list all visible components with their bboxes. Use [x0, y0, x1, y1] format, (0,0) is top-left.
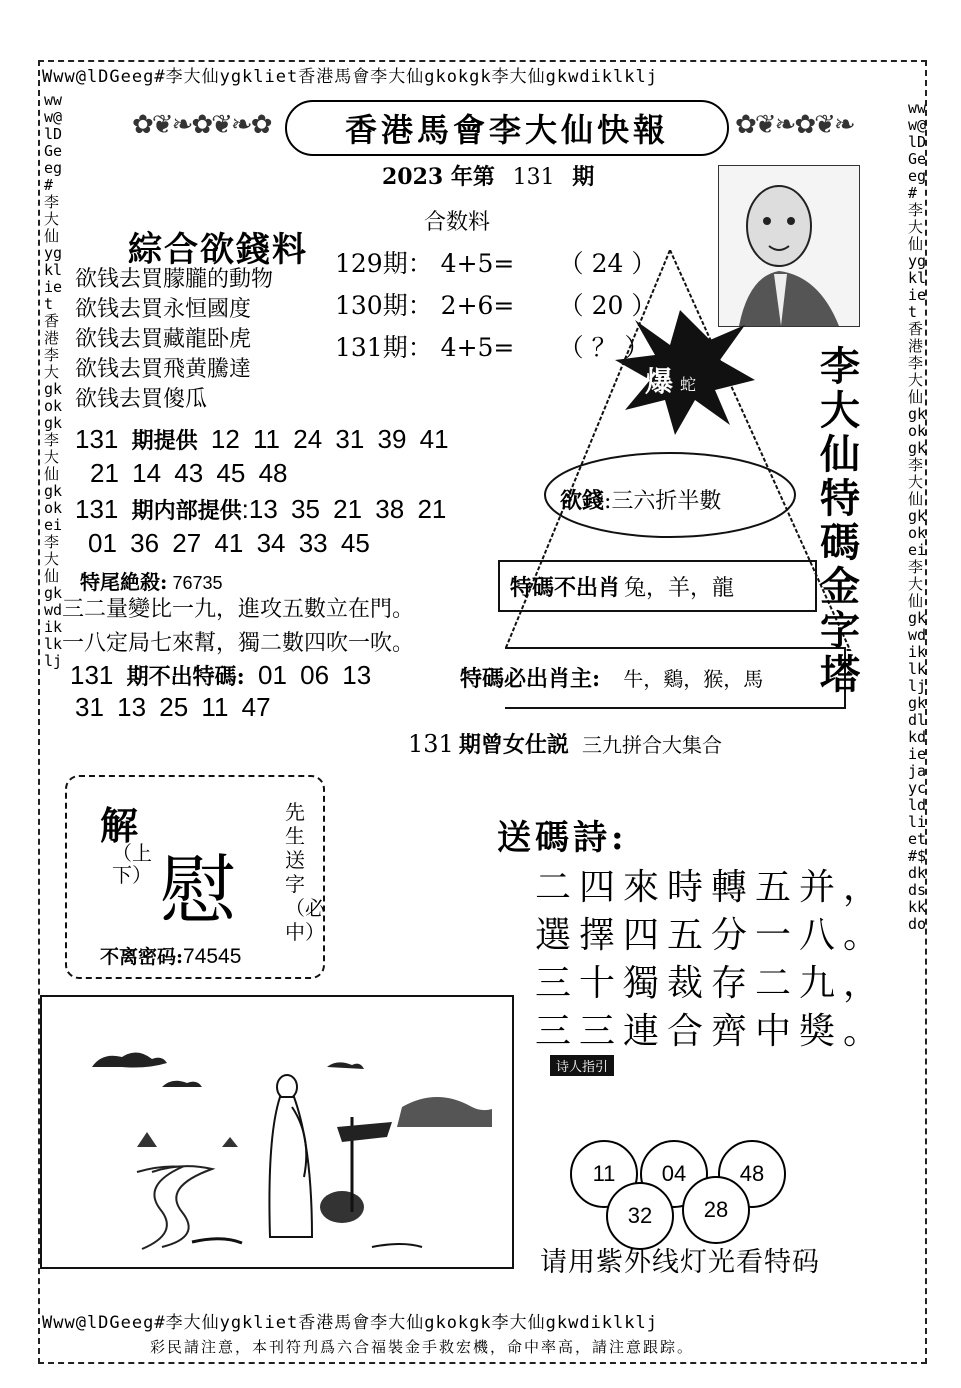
riddle-line: 欲钱去買永恒國度: [75, 297, 252, 322]
internal-numbers-1: :13 35 21 38 21: [241, 494, 447, 524]
must-zodiac-label: 特碼必出肖主:: [460, 666, 601, 692]
lady-says-line: [408, 728, 722, 759]
number-ball: 04: [640, 1140, 708, 1208]
lady-says-label: 期曾女仕説: [458, 732, 569, 758]
number-ball: 32: [606, 1182, 674, 1250]
burst-subtext: 蛇: [680, 375, 697, 394]
uv-light-note: 请用紫外线灯光看特码: [540, 1247, 820, 1278]
poem-line: 二四來時轉五并，: [535, 867, 888, 908]
riddle-line: 欲钱去買朦朧的動物: [75, 267, 274, 292]
pyramid-side-title: 李大仙特碼金字塔: [820, 343, 860, 698]
sum-result: （ 20 ）: [558, 291, 657, 320]
top-watermark-band: Www@lDGeeg#李大仙ygkliet香港馬會李大仙gkokgk李大仙gkwdiklklj: [42, 67, 658, 87]
vine-decoration-right: ✿❦❧✿❦❧: [735, 110, 854, 140]
decode-updown: [112, 841, 152, 887]
tail-verse-1: 三二量變比一九，進攻五數立在門。: [62, 597, 415, 622]
right-band-text: www@lD Geeg#李大仙 ygkliet 香港李大仙 gkokgk 李大仙 gkokei 李大仙 gkwdiklkljgkdlkdiejaycldliet#$ dkdskkdo: [908, 100, 927, 933]
lady-says-value: 三九拼合大集合: [582, 733, 723, 757]
decode-big-char: 慰: [160, 846, 236, 935]
tail-kill-label: 特尾絶殺:: [80, 570, 168, 594]
provide-period: 131: [75, 424, 119, 454]
want-money-line: [560, 484, 721, 515]
issue-year: 2023: [382, 164, 444, 190]
left-watermark-band: [44, 92, 66, 992]
sum-formula: 4+5=: [440, 333, 515, 362]
number-ball: 11: [570, 1140, 638, 1208]
sum-period: 131期：: [335, 333, 433, 362]
riddle-line: 欲钱去買飛黄騰達: [75, 357, 252, 382]
internal-line-1: [75, 494, 446, 525]
issue-year-suffix: 年第: [450, 164, 495, 190]
sum-result: （ 24 ）: [558, 249, 657, 278]
decode-secret: [100, 942, 241, 969]
internal-numbers-2: 01 36 27 41 34 33 45: [88, 528, 370, 558]
footer-note: 彩民請注意，本刊符刋爲六合福裝金手救宏機，命中率高，請注意跟踪。: [150, 1338, 695, 1356]
sum-period: 130期：: [335, 291, 433, 320]
decode-updown-text: （上下）: [112, 841, 152, 887]
provide-label: 期提供: [131, 428, 198, 454]
scholar-illustration: [42, 997, 512, 1267]
internal-period: 131: [75, 494, 119, 524]
poem-line: 三十獨裁存二九，: [535, 963, 888, 1004]
provide-line-1: [75, 424, 449, 455]
number-ball: 28: [682, 1176, 750, 1244]
decode-jie: 解: [100, 803, 139, 848]
lady-says-period: 131: [408, 730, 454, 758]
decode-side-text: 先生送字（必中）: [285, 800, 325, 944]
issue-line: [382, 160, 594, 191]
not-zodiac-value: 兔，羊，龍: [624, 575, 735, 601]
left-band-text: www@lD Geeg#李大仙 ygkliet 香港 李大 gkokgk 李大仙 gkokei 李大仙 gkwdiklklj: [44, 92, 63, 670]
illustration-frame: [40, 995, 514, 1269]
not-zodiac-label: 特碼不出肖: [510, 574, 621, 601]
ball-group: [570, 1140, 790, 1250]
sum-formula: 2+6=: [440, 291, 515, 320]
riddle-line: 欲钱去買傻瓜: [75, 387, 208, 412]
burst-text: 爆: [645, 365, 674, 398]
poem-heading: 送碼詩:: [497, 818, 628, 858]
decode-side: [285, 800, 325, 944]
number-ball: 48: [718, 1140, 786, 1208]
tail-kill-line: [80, 566, 223, 595]
riddle-list: [75, 262, 273, 412]
must-zodiac-value: 牛，鷄，猴，馬: [623, 667, 764, 691]
must-zodiac-line: [460, 662, 763, 693]
decode-secret-value: 74545: [183, 945, 242, 968]
vine-decoration-left: ✿❦❧✿❦❧✿: [132, 110, 271, 140]
sum-label: 合数料: [424, 210, 491, 235]
sum-formula: 4+5=: [440, 249, 515, 278]
riddle-line: 欲钱去買藏龍卧虎: [75, 327, 252, 352]
sum-period: 129期：: [335, 249, 433, 278]
tail-verse-2: 一八定局七來幫，獨二數四吹一吹。: [62, 631, 415, 656]
internal-label: 期内部提供: [131, 498, 242, 524]
no-special-numbers-2: 31 13 25 11 47: [75, 692, 271, 722]
poem-line: 三三連合齊中獎。: [535, 1011, 888, 1052]
no-special-label: 期不出特碼:: [126, 664, 245, 690]
right-watermark-band: [908, 100, 928, 1300]
issue-suffix: 期: [572, 164, 595, 190]
provide-numbers-1: 12 11 24 31 39 41: [210, 424, 449, 454]
sum-result: （ ？ ）: [558, 333, 650, 362]
tail-kill-value: 76735: [172, 573, 223, 593]
poem-stamp: 诗人指引: [550, 1055, 614, 1076]
no-special-line-1: [70, 660, 371, 691]
provide-numbers-2: 21 14 43 45 48: [90, 458, 288, 488]
poem-lines: [535, 864, 887, 1056]
bottom-watermark-band: Www@lDGeeg#李大仙ygkliet香港馬會李大仙gkokgk李大仙gkwdiklklj: [42, 1313, 658, 1333]
not-zodiac-box: [498, 560, 817, 612]
no-special-numbers-1: 01 06 13: [257, 660, 372, 690]
want-money-label: 欲錢: [560, 488, 605, 514]
decode-secret-label: 不离密码:: [100, 946, 184, 968]
poem-line: 選擇四五分一八。: [535, 915, 888, 956]
riddle-heading: 綜合欲錢料: [128, 230, 308, 270]
paper-title: 香港馬會李大仙快報: [285, 100, 729, 156]
issue-number: 131: [512, 165, 555, 190]
no-special-period: 131: [70, 660, 114, 690]
want-money-value: :三六折半數: [604, 489, 722, 514]
